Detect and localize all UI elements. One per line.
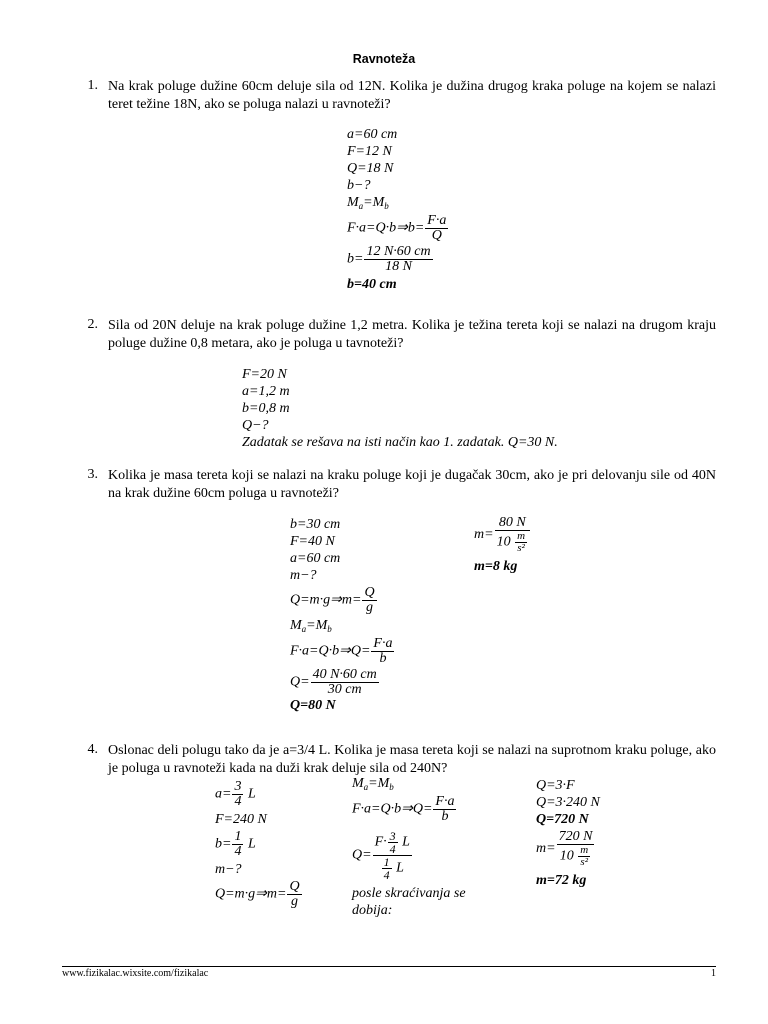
equation-Q: F·a=Q·b⇒Q= $\frac{F\cdot a}{b}$ [290, 636, 393, 666]
result-m: m=72 kg [536, 873, 587, 888]
given-b: b= $\frac{1}{4}$ L [215, 829, 256, 859]
problem-4-text: Oslonac deli polugu tako da je a=3/4 L. Kolika je masa tereta koji se nalazi na suprotnom kraku poluge, ako je poluga u ravnoteži kada na duži krak deluje sila od 240N? [108, 743, 716, 776]
page-number: 1 [711, 968, 716, 979]
problem-4-result [536, 777, 600, 889]
equation-b-values: b= $\frac{12 N\cdot 60 cm}{18 N}$ [347, 244, 431, 274]
given-a: a=60 cm [347, 127, 398, 142]
given-b: b=30 cm [290, 517, 341, 532]
problem-4-number: 4. [87, 742, 98, 757]
given-F: F=12 N [347, 144, 392, 159]
problem-1-number: 1. [87, 78, 98, 93]
problem-3-solution [290, 516, 395, 714]
equation-m: Q=m·g⇒m= $\frac{Q}{g}$ [290, 585, 375, 615]
moment-equation: $M_a=M_b$ [347, 195, 389, 211]
problem-2-solution [242, 366, 558, 451]
problem-3-text: Kolika je masa tereta koji se nalazi na kraku poluge koji je dugačak 30cm, ako je pri delovanju sile od 40N na krak dužine 60cm poluga u ravnoteži? [108, 468, 716, 501]
result-Q: Q=80 N [290, 698, 336, 713]
unknown-m: m−? [290, 568, 317, 583]
unknown-b: b−? [347, 178, 371, 193]
given-a: a=60 cm [290, 551, 341, 566]
equation-Q-values: Q=3·240 N [536, 795, 600, 810]
problem-3-number: 3. [87, 467, 98, 482]
equation-m-values: m= 720 N 10 $\frac{m}{\text{s²}}$ [536, 829, 593, 868]
equation-m: Q=m·g⇒m= $\frac{Q}{g}$ [215, 879, 300, 909]
problem-1-solution [347, 126, 449, 293]
problem-1-text: Na krak poluge dužine 60cm deluje sila od 12N. Kolika je dužina drugog kraka poluge na kojem se nalazi teret težine 18N, ako se poluga nalazi u ravnoteži? [108, 79, 716, 112]
footer-url: www.fizikalac.wixsite.com/fizikalac [62, 968, 209, 979]
given-F: F=240 N [215, 812, 267, 827]
problem-4-given [215, 780, 303, 909]
equation-Q: F·a=Q·b⇒Q= $\frac{F\cdot a}{b}$ [352, 794, 455, 824]
problem-2-number: 2. [87, 317, 98, 332]
given-F: F=20 N [242, 367, 287, 382]
footer-divider [62, 966, 716, 967]
equation-Q-values: Q= $\frac{40 N\cdot 60 cm}{30 cm}$ [290, 667, 377, 697]
page-title: Ravnoteža [352, 52, 416, 66]
result-m: m=8 kg [474, 559, 518, 574]
simplification-note: posle skraćivanja se dobija: [352, 886, 466, 918]
equation-b: F·a=Q·b⇒b= $\frac{F\cdot a}{Q}$ [347, 213, 447, 243]
moment-equation: $M_a=M_b$ [352, 776, 394, 792]
result-b: b=40 cm [347, 277, 397, 292]
problem-2-text: Sila od 20N deluje na krak poluge dužine 1,2 metra. Kolika je težina tereta koji se nalazi na drugom kraju poluge dužine 0,8 metara, ako je poluga u tavnoteži? [108, 318, 716, 351]
problem-4-moment [352, 775, 492, 919]
given-a: a=1,2 m [242, 384, 290, 399]
moment-equation: $M_a=M_b$ [290, 618, 332, 634]
problem-3-mass [474, 516, 531, 575]
given-a: a= $\frac{3}{4}$ L [215, 779, 256, 809]
equation-m-values: m= 80 N 10 $\frac{m}{\text{s²}}$ [474, 516, 531, 554]
equation-Q-fraction: Q= F· $\frac{3}{4}$ L $\frac{1}{4}$ L [352, 829, 410, 882]
equation-Q-3F: Q=3·F [536, 778, 575, 793]
given-F: F=40 N [290, 534, 335, 549]
unknown-m: m−? [215, 862, 242, 877]
solution-note: Zadatak se rešava na isti način kao 1. zadatak. Q=30 N. [242, 435, 558, 450]
result-Q: Q=720 N [536, 812, 589, 827]
unknown-Q: Q−? [242, 418, 269, 433]
given-b: b=0,8 m [242, 401, 290, 416]
given-Q: Q=18 N [347, 161, 394, 176]
